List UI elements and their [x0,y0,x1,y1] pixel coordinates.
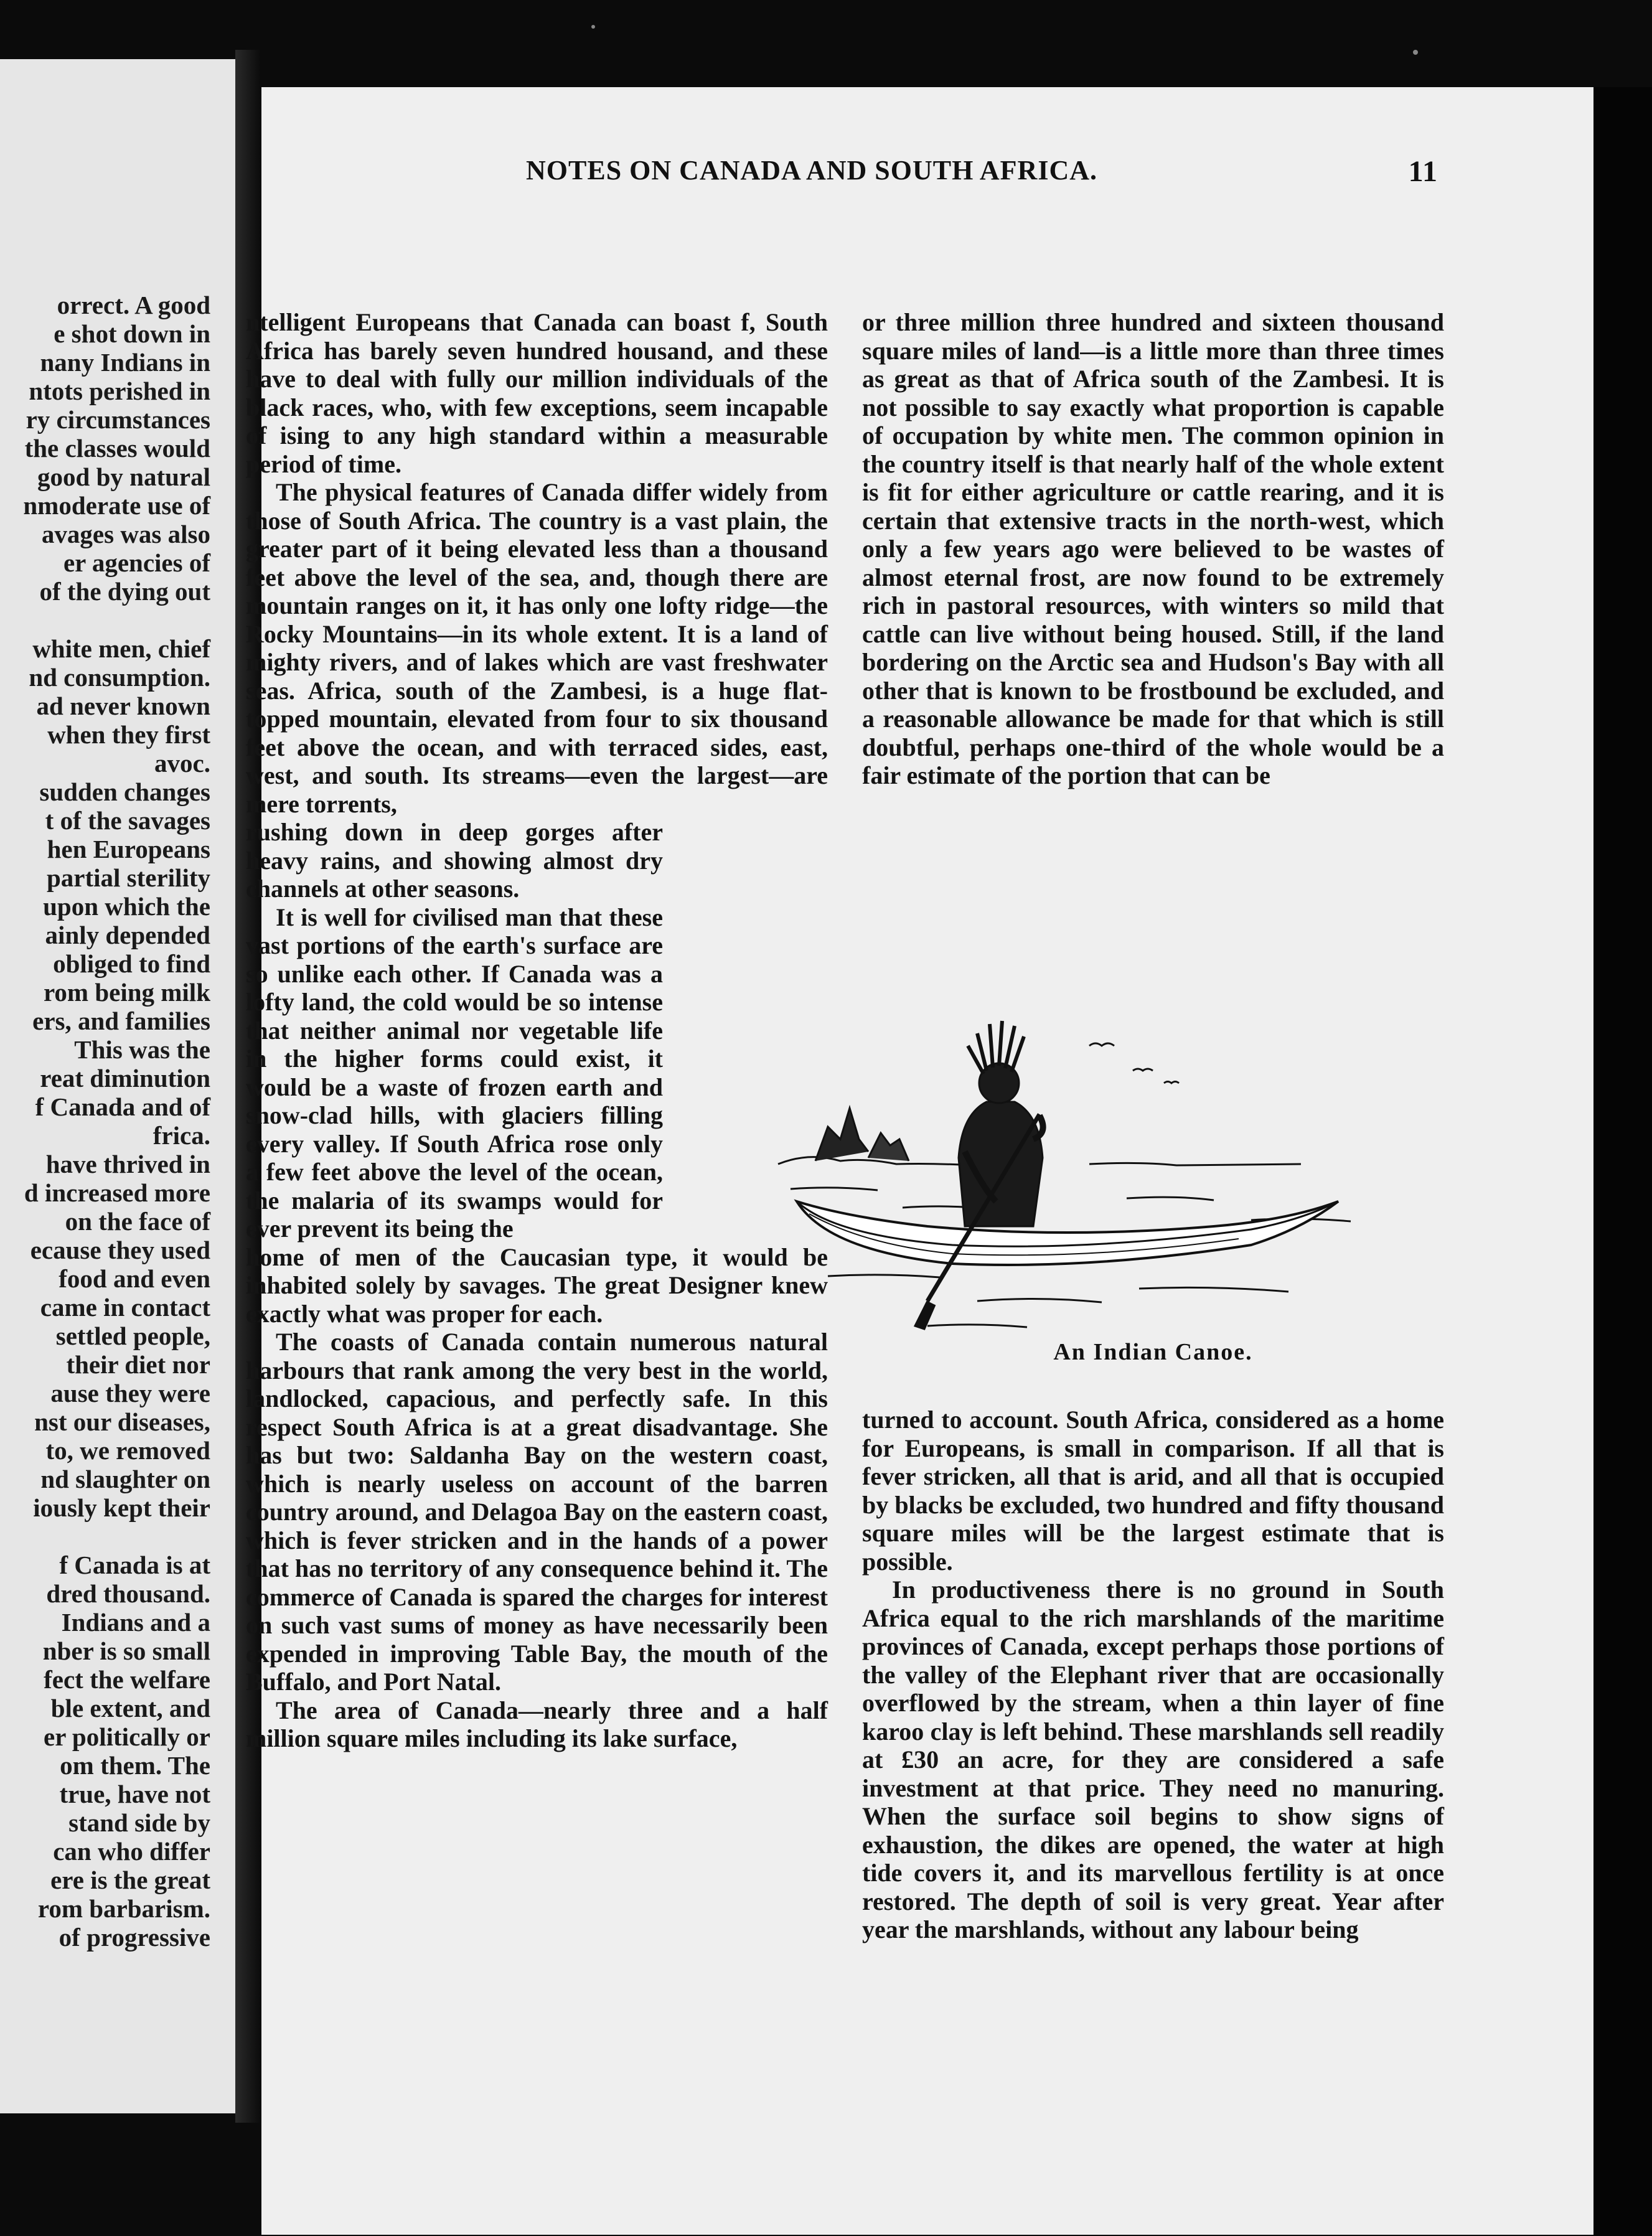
left-page-line: ere is the great [50,1866,210,1894]
left-page-line: ers, and families [32,1007,210,1035]
figure-caption: An Indian Canoe. [1053,1339,1253,1365]
left-page-line: sudden changes [39,777,210,806]
left-page-line: obliged to find [53,949,210,978]
left-page-line: rom being milk [43,978,210,1007]
running-title: NOTES ON CANADA AND SOUTH AFRICA. [526,155,1098,186]
left-page-line: om them. The [60,1751,210,1780]
canoe-illustration [741,952,1444,1338]
paragraph: ntelligent Europeans that Canada can boast f, South Africa has barely seven hundred housand, and these have to deal with fully our million individuals of the black races, who, with few exceptions, seem incapable of ising to any high standard within a measurable period of time. [246,308,828,478]
left-page-line: settled people, [55,1322,210,1350]
dust-speck [591,25,595,29]
left-page-line: true, have not [59,1780,210,1808]
paragraph: The physical features of Canada differ widely from those of South Africa. The country is a vast plain, the greater part of it being elevated less than a thousand feet above the level of the sea, and, though there are mountain ranges on it, it has only one lofty ridge—the Rocky Mountains—in its whole extent. It is a land of mighty rivers, and of lakes which are vast freshwater seas. Africa, south of the Zambesi, is a huge flat-topped mountain, elevated from four to six thousand feet above the ocean, and with terraced sides, east, west, and south. Its streams—even the largest—are mere torrents, [246,478,828,818]
left-page-line: partial sterility [46,863,210,892]
left-page-line: came in contact [40,1293,210,1322]
left-page-line: nd slaughter on [40,1465,210,1493]
page-number: 11 [1408,155,1438,188]
left-page-line [0,606,210,634]
running-header [261,154,1593,192]
text-column-right-top [862,308,1444,790]
left-page-text [0,291,210,1952]
paragraph: home of men of the Caucasian type, it would be inhabited solely by savages. The great Designer knew exactly what was proper for each. [246,1242,828,1328]
left-page-line: ainly depended [45,921,210,949]
left-page-line: f Canada is at [59,1551,210,1579]
left-page-line: orrect. A good [57,291,210,319]
left-page-line: avages was also [41,520,210,548]
left-page-line: avoc. [154,749,210,777]
left-page-line: food and even [59,1264,210,1293]
left-page-line: to, we removed [45,1436,210,1465]
paragraph: turned to account. South Africa, considered as a home for Europeans, is small in comparison. If all that is fever stricken, all that is arid, and all that is occupied by blacks be excluded, two hundred and fifty thousand square miles will be the largest estimate that is possible. [862,1406,1444,1576]
left-page-line: ry circumstances [26,405,210,434]
left-page-line: have thrived in [45,1150,210,1178]
left-page-line [0,1522,210,1551]
left-page-line: nber is so small [42,1637,210,1665]
left-page-line: when they first [47,720,210,749]
left-page-line: iously kept their [33,1493,210,1522]
left-page-line: nst our diseases, [34,1407,210,1436]
left-page-line: of progressive [59,1923,210,1952]
left-page-line: t of the savages [45,806,210,835]
left-page-line: e shot down in [54,319,210,348]
left-page-line: hen Europeans [47,835,210,863]
left-page-line: on the face of [65,1207,210,1236]
left-page-fragment [0,59,235,2113]
paragraph: The area of Canada—nearly three and a half million square miles including its lake surface, [246,1696,828,1752]
left-page-line: ntots perished in [29,377,210,405]
paragraph: or three million three hundred and sixteen thousand square miles of land—is a little more than three times as great as that of Africa south of the Zambesi. It is not possible to say exactly what proportion is capable of occupation by white men. The common opinion in the country itself is that nearly half of the whole extent is fit for either agriculture or cattle rearing, and it is certain that extensive tracts in the north-west, which only a few years ago were believed to be wastes of almost eternal frost, are now found to be extremely rich in pastoral resources, with winters so mild that cattle can live without being housed. Still, if the land bordering on the Arctic sea and Hudson's Bay with all other that is known to be frostbound be excluded, and a reasonable allowance be made for that which is still doubtful, perhaps one-third of the whole would be a fair estimate of the portion that can be [862,308,1444,789]
page-edge-shadow [1593,87,1652,2236]
left-page-line: ble extent, and [50,1694,210,1722]
left-page-line: the classes would [24,434,210,463]
left-page-line: fect the welfare [44,1665,210,1694]
left-page-line: of the dying out [39,577,210,606]
left-page-line: rom barbarism. [37,1894,210,1923]
left-page-line: can who differ [53,1837,210,1866]
text-column-right-bottom [862,1406,1444,1944]
left-page-line: white men, chief [32,634,210,663]
left-page-line: f Canada and of [35,1092,210,1121]
left-page-line: ecause they used [30,1236,210,1264]
left-page-line: frica. [153,1121,210,1150]
left-page-line: er agencies of [63,548,210,577]
left-page-line: good by natural [37,463,210,491]
dust-speck [1413,50,1418,55]
left-page-line: nany Indians in [40,348,210,377]
canoe-engraving-icon [741,952,1444,1338]
left-page-line: nd consumption. [29,663,210,692]
left-page-line: dred thousand. [46,1579,210,1608]
left-page-line: reat diminution [40,1064,210,1092]
paragraph-narrow: It is well for civilised man that these vast portions of the earth's surface are so unlike each other. If Canada was a lofty land, the cold would be so intense that neither animal nor vegetable life in the higher forms could exist, it would be a waste of frozen earth and snow-clad hills, with glaciers filling every valley. If South Africa rose only a few feet above the level of the ocean, the malaria of its swamps would for ever prevent its being the [246,903,663,1242]
left-page-line: er politically or [44,1722,210,1751]
left-page-line: their diet nor [66,1350,210,1379]
left-page-line: Indians and a [61,1608,210,1637]
paragraph: The coasts of Canada contain numerous natural harbours that rank among the very best in the world, landlocked, capacious, and perfectly safe. In this respect South Africa is at a great disadvantage. She has but two: Saldanha Bay on the western coast, which is nearly useless on account of the barren country around, and Delagoa Bay on the eastern coast, which is fever stricken and in the hands of a power that has no territory of any consequence behind it. The commerce of Canada is spared the charges for interest on such vast sums of money as have necessarily been expended in improving Table Bay, the mouth of the Buffalo, and Port Natal. [246,1328,828,1696]
left-page-line: d increased more [24,1178,210,1207]
left-page-line: ad never known [36,692,210,720]
left-page-line: This was the [74,1035,210,1064]
left-page-line: nmoderate use of [23,491,210,520]
left-page-line: ause they were [50,1379,210,1407]
paragraph: In productiveness there is no ground in South Africa equal to the rich marshlands of the maritime provinces of Canada, except perhaps those portions of the valley of the Elephant river that are occasionally overflowed by the stream, when a thin layer of fine karoo clay is left behind. These marshlands sell readily at £30 an acre, for they are considered a safe investment at that price. They need no manuring. When the surface soil begins to show signs of exhaustion, the dikes are opened, the water at high tide covers it, and its marvellous fertility is at once restored. The depth of soil is very great. Year after year the marshlands, without any labour being [862,1576,1444,1943]
paragraph-narrow: rushing down in deep gorges after heavy rains, and showing almost dry channels at other seasons. [246,818,663,903]
left-page-line: upon which the [43,892,210,921]
left-page-line: stand side by [68,1808,210,1837]
